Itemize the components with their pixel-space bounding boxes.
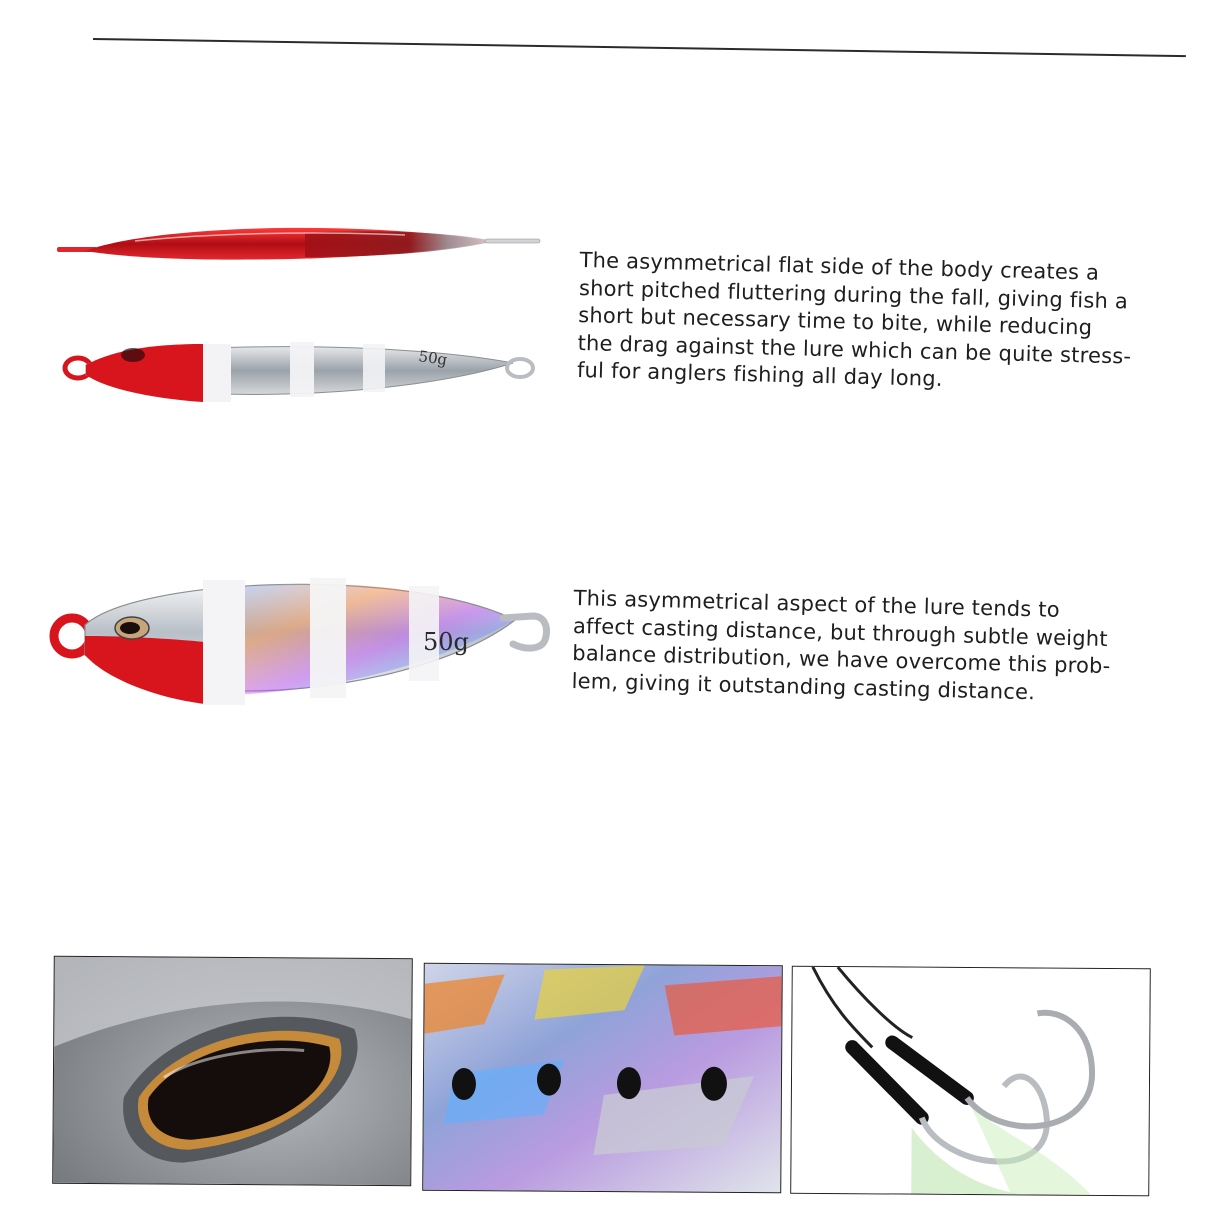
lure-small-side-image xyxy=(58,335,538,410)
holographic-scale-thumbnail xyxy=(422,963,783,1194)
description-paragraph-1: The asymmetrical flat side of the body creates a short pitched fluttering during the fall, giving fish a short but necessary time to bite, while reducing the drag against the lure which can be quite stress- ful for anglers fishing all day long. xyxy=(576,247,1132,391)
description-paragraph-2: This asymmetrical aspect of the lure tends to affect casting distance, but through subtle weight balance distribution, we have overcome this prob- lem, giving it outstanding casting distance. xyxy=(571,585,1111,704)
assist-hooks-thumbnail xyxy=(790,966,1151,1197)
lure-edge-view-image xyxy=(55,215,545,275)
eye-closeup-thumbnail xyxy=(52,956,413,1187)
lure-large-side-image xyxy=(45,570,555,715)
lure-small-weight-label: 50g xyxy=(417,347,449,369)
lure-large-weight-label: 50g xyxy=(423,628,469,656)
top-divider-line xyxy=(93,38,1186,57)
